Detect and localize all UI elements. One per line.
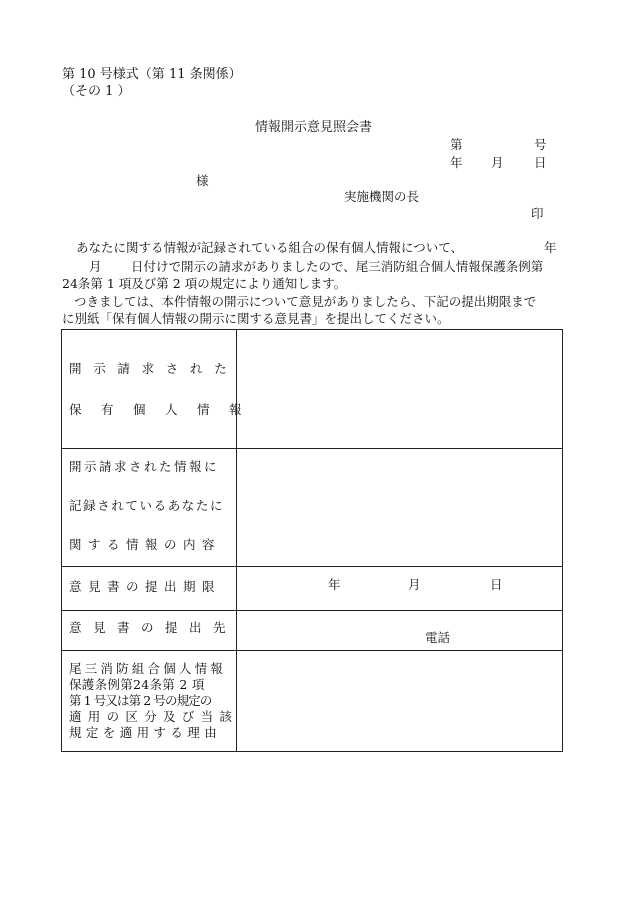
table-column-divider <box>236 330 237 751</box>
sender-name: 実施機関の長 <box>344 189 420 204</box>
row-5-label-line-2: 保護条例第24条第 2 項 <box>69 677 205 692</box>
doc-number-prefix: 第 <box>450 137 463 152</box>
addressee-suffix: 様 <box>196 173 209 188</box>
row-5-label-line-3: 第 1 号又は第 2 号の規定の <box>69 693 212 708</box>
row-2-label-line-2: 記録されているあなたに <box>69 498 225 513</box>
form-part: （その 1 ） <box>62 84 131 99</box>
seal-mark: 印 <box>531 206 544 221</box>
table-row-divider <box>62 650 562 651</box>
destination-phone-label: 電話 <box>425 630 451 645</box>
date-month: 月 <box>491 155 504 170</box>
body-line-4: つきましては、本件情報の開示について意見がありましたら、下記の提出期限まで <box>74 294 537 309</box>
date-year: 年 <box>450 155 463 170</box>
date-day: 日 <box>534 155 547 170</box>
info-table <box>61 329 563 752</box>
row-3-label-text: 意見書の提出期限 <box>69 579 222 594</box>
row-5-label-line-5: 規定を適用する理由 <box>69 725 222 740</box>
body-line-1: あなたに関する情報が記録されている組合の保有個人情報について、 <box>76 240 464 255</box>
row-2-label-line-3: 関する情報の内容 <box>69 537 222 552</box>
table-row-divider <box>62 566 562 567</box>
table-row-divider <box>62 448 562 449</box>
row-1-label-line-2: 保有個人情報 <box>69 402 262 417</box>
row-2-label-line-1: 開示請求された情報に <box>69 459 220 474</box>
row-5-label-line-1: 尾三消防組合個人情報 <box>69 661 227 676</box>
body-line-1-year: 年 <box>544 240 557 255</box>
body-line-3: 24条第 1 項及び第 2 項の規定により通知します。 <box>62 276 347 291</box>
deadline-year: 年 <box>328 577 341 592</box>
table-row-divider <box>62 610 562 611</box>
body-line-2: 日付けで開示の請求がありましたので、尾三消防組合個人情報保護条例第 <box>131 259 544 274</box>
deadline-day: 日 <box>490 577 503 592</box>
deadline-month: 月 <box>408 577 421 592</box>
document-title: 情報開示意見照会書 <box>255 120 373 135</box>
row-4-label-text: 意見書の提出先 <box>69 620 238 635</box>
form-number: 第 10 号様式（第 11 条関係） <box>62 67 242 82</box>
row-5-label-line-4: 適用の区分及び当該 <box>69 709 239 724</box>
row-1-label-line-1: 開示請求された <box>69 361 239 376</box>
doc-number-suffix: 号 <box>534 137 547 152</box>
body-line-2-month: 月 <box>89 259 102 274</box>
body-line-5: に別紙「保有個人情報の開示に関する意見書」を提出してください。 <box>62 311 450 326</box>
